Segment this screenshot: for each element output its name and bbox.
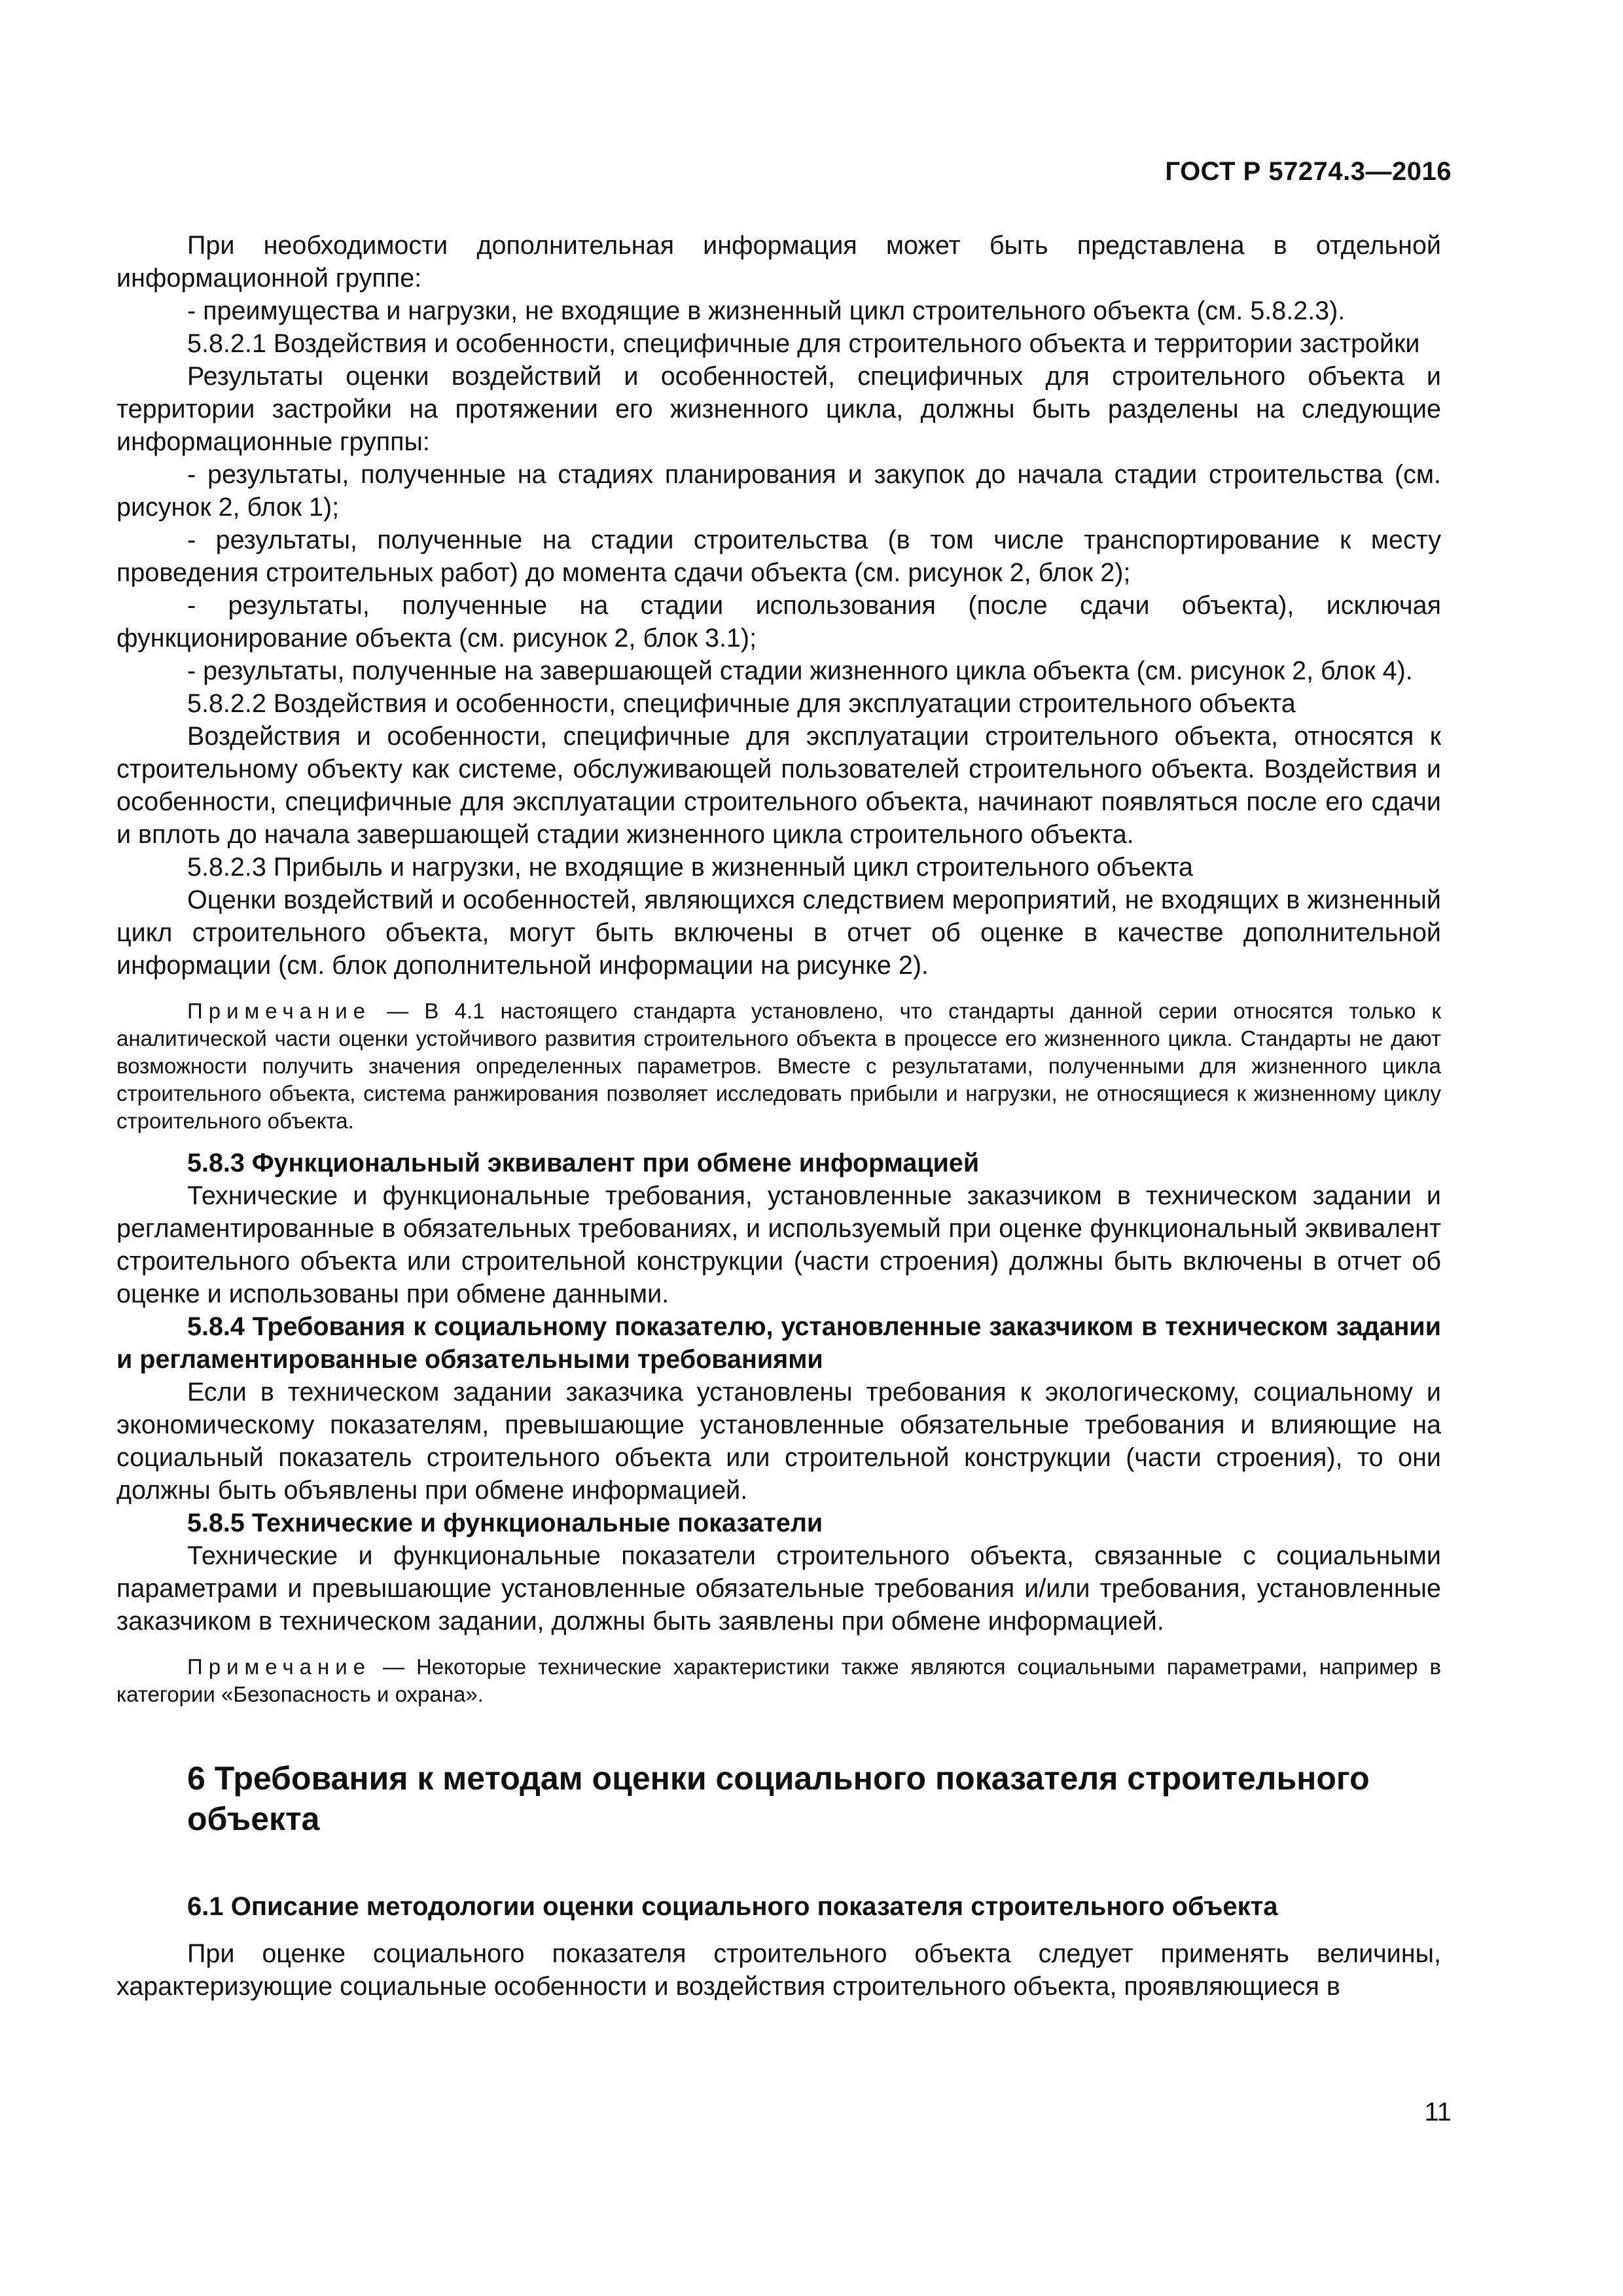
paragraph: Технические и функциональные требования, установленные заказчиком в техническом задании и регламентированные в обязательных требованиях, и используемый при оценке функциональный эквивалент строительного объекта или строительной конструкции (части строения) должны быть включены в отчет об оценке и использованы при обмене данными.	[116, 1181, 1441, 1308]
section-heading-6	[187, 1758, 1441, 1839]
clause-heading-5-8-3	[116, 1147, 1441, 1179]
paragraph: При необходимости дополнительная информация может быть представлена в отдельной информационной группе:	[116, 231, 1441, 293]
list-item: - результаты, полученные на стадиях планирования и закупок до начала стадии строительства (см. рисунок 2, блок 1);	[116, 460, 1441, 522]
paragraph: Оценки воздействий и особенностей, являющихся следствием мероприятий, не входящих в жизненный цикл строительного объекта, могут быть включены в отчет об оценке в качестве дополнительной информации (см. блок дополнительной информации на рисунке 2).	[116, 886, 1441, 980]
list-item: - результаты, полученные на стадии строительства (в том числе транспортирование к месту проведения строительных работ) до момента сдачи объекта (см. рисунок 2, блок 2);	[116, 526, 1441, 587]
clause-number: 5.8.2.1	[187, 329, 266, 358]
page-number: 11	[1424, 2098, 1452, 2126]
clause-title: Технические и функциональные показатели	[251, 1509, 823, 1537]
clause-title: Функциональный эквивалент при обмене информацией	[251, 1149, 980, 1177]
clause-title: Воздействия и особенности, специфичные для строительного объекта и территории застройки	[273, 329, 1420, 358]
section-number: 6	[187, 1760, 205, 1797]
list-item: - преимущества и нагрузки, не входящие в жизненный цикл строительного объекта (см. 5.8.2.3).	[187, 296, 1346, 325]
note-text: — Некоторые технические характеристики также являются социальными параметрами, например в категории «Безопасность и охрана».	[116, 1655, 1441, 1706]
subsection-heading-6-1	[116, 1890, 1441, 1923]
note-label: Примечание	[187, 1655, 372, 1679]
clause-heading-5-8-2-3	[116, 851, 1441, 884]
note-text: — В 4.1 настоящего стандарта установлено, что стандарты данной серии относятся только к аналитической части оценки устойчивого развития строительного объекта в процессе его жизненного цикла. Стандарты не дают возможности получить значения определенных параметров. Вместе с результатами, полученными для жизненного цикла строительного объекта, система ранжирования позволяет исследовать прибыли и нагрузки, не относящиеся к жизненному циклу строительного объекта.	[116, 999, 1441, 1133]
clause-heading-5-8-2-1	[116, 327, 1441, 360]
list-item: - результаты, полученные на завершающей стадии жизненного цикла объекта (см. рисунок 2, блок 4).	[187, 656, 1413, 685]
clause-title: Прибыль и нагрузки, не входящие в жизненный цикл строительного объекта	[273, 853, 1193, 882]
note-label: Примечание	[187, 999, 372, 1023]
note-block	[116, 997, 1441, 1135]
paragraph: Воздействия и особенности, специфичные для эксплуатации строительного объекта, относятся к строительному объекту как системе, обслуживающей пользователей строительного объекта. Воздействия и особенности, специфичные для эксплуатации строительного объекта, начинают появляться после его сдачи и вплоть до начала завершающей стадии жизненного цикла строительного объекта.	[116, 722, 1441, 849]
paragraph: Если в техническом задании заказчика установлены требования к экологическому, социальному и экономическому показателям, превышающие установленные обязательные требования и влияющие на социальный показатель строительного объекта или строительной конструкции (части строения), то они должны быть объявлены при обмене информацией.	[116, 1378, 1441, 1505]
clause-title: Воздействия и особенности, специфичные для эксплуатации строительного объекта	[273, 689, 1296, 718]
document-id-header: ГОСТ Р 57274.3—2016	[1165, 157, 1452, 186]
section-title: Требования к методам оценки социального показателя строительного объекта	[187, 1760, 1370, 1837]
subsection-number: 6.1	[187, 1892, 224, 1921]
page-content	[116, 229, 1441, 2003]
clause-heading-5-8-5	[116, 1507, 1441, 1539]
note-block	[116, 1653, 1441, 1708]
clause-title: Требования к социальному показателю, установленные заказчиком в техническом задании и регламентированные обязательными требованиями	[116, 1312, 1441, 1374]
clause-number: 5.8.2.3	[187, 853, 266, 882]
clause-heading-5-8-4	[116, 1310, 1441, 1376]
subsection-title: Описание методологии оценки социального показателя строительного объекта	[230, 1892, 1278, 1921]
clause-number: 5.8.2.2	[187, 689, 266, 718]
paragraph: При оценке социального показателя строительного объекта следует применять величины, характеризующие социальные особенности и воздействия строительного объекта, проявляющиеся в	[116, 1939, 1441, 2001]
paragraph: Результаты оценки воздействий и особенностей, специфичных для строительного объекта и территории застройки на протяжении его жизненного цикла, должны быть разделены на следующие информационные группы:	[116, 362, 1441, 456]
clause-number: 5.8.5	[187, 1509, 245, 1537]
clause-number: 5.8.3	[187, 1149, 245, 1177]
clause-number: 5.8.4	[187, 1312, 245, 1341]
list-item: - результаты, полученные на стадии использования (после сдачи объекта), исключая функционирование объекта (см. рисунок 2, блок 3.1);	[116, 591, 1441, 653]
clause-heading-5-8-2-2	[116, 687, 1441, 720]
paragraph: Технические и функциональные показатели строительного объекта, связанные с социальными параметрами и превышающие установленные обязательные требования и/или требования, установленные заказчиком в техническом задании, должны быть заявлены при обмене информацией.	[116, 1541, 1441, 1636]
